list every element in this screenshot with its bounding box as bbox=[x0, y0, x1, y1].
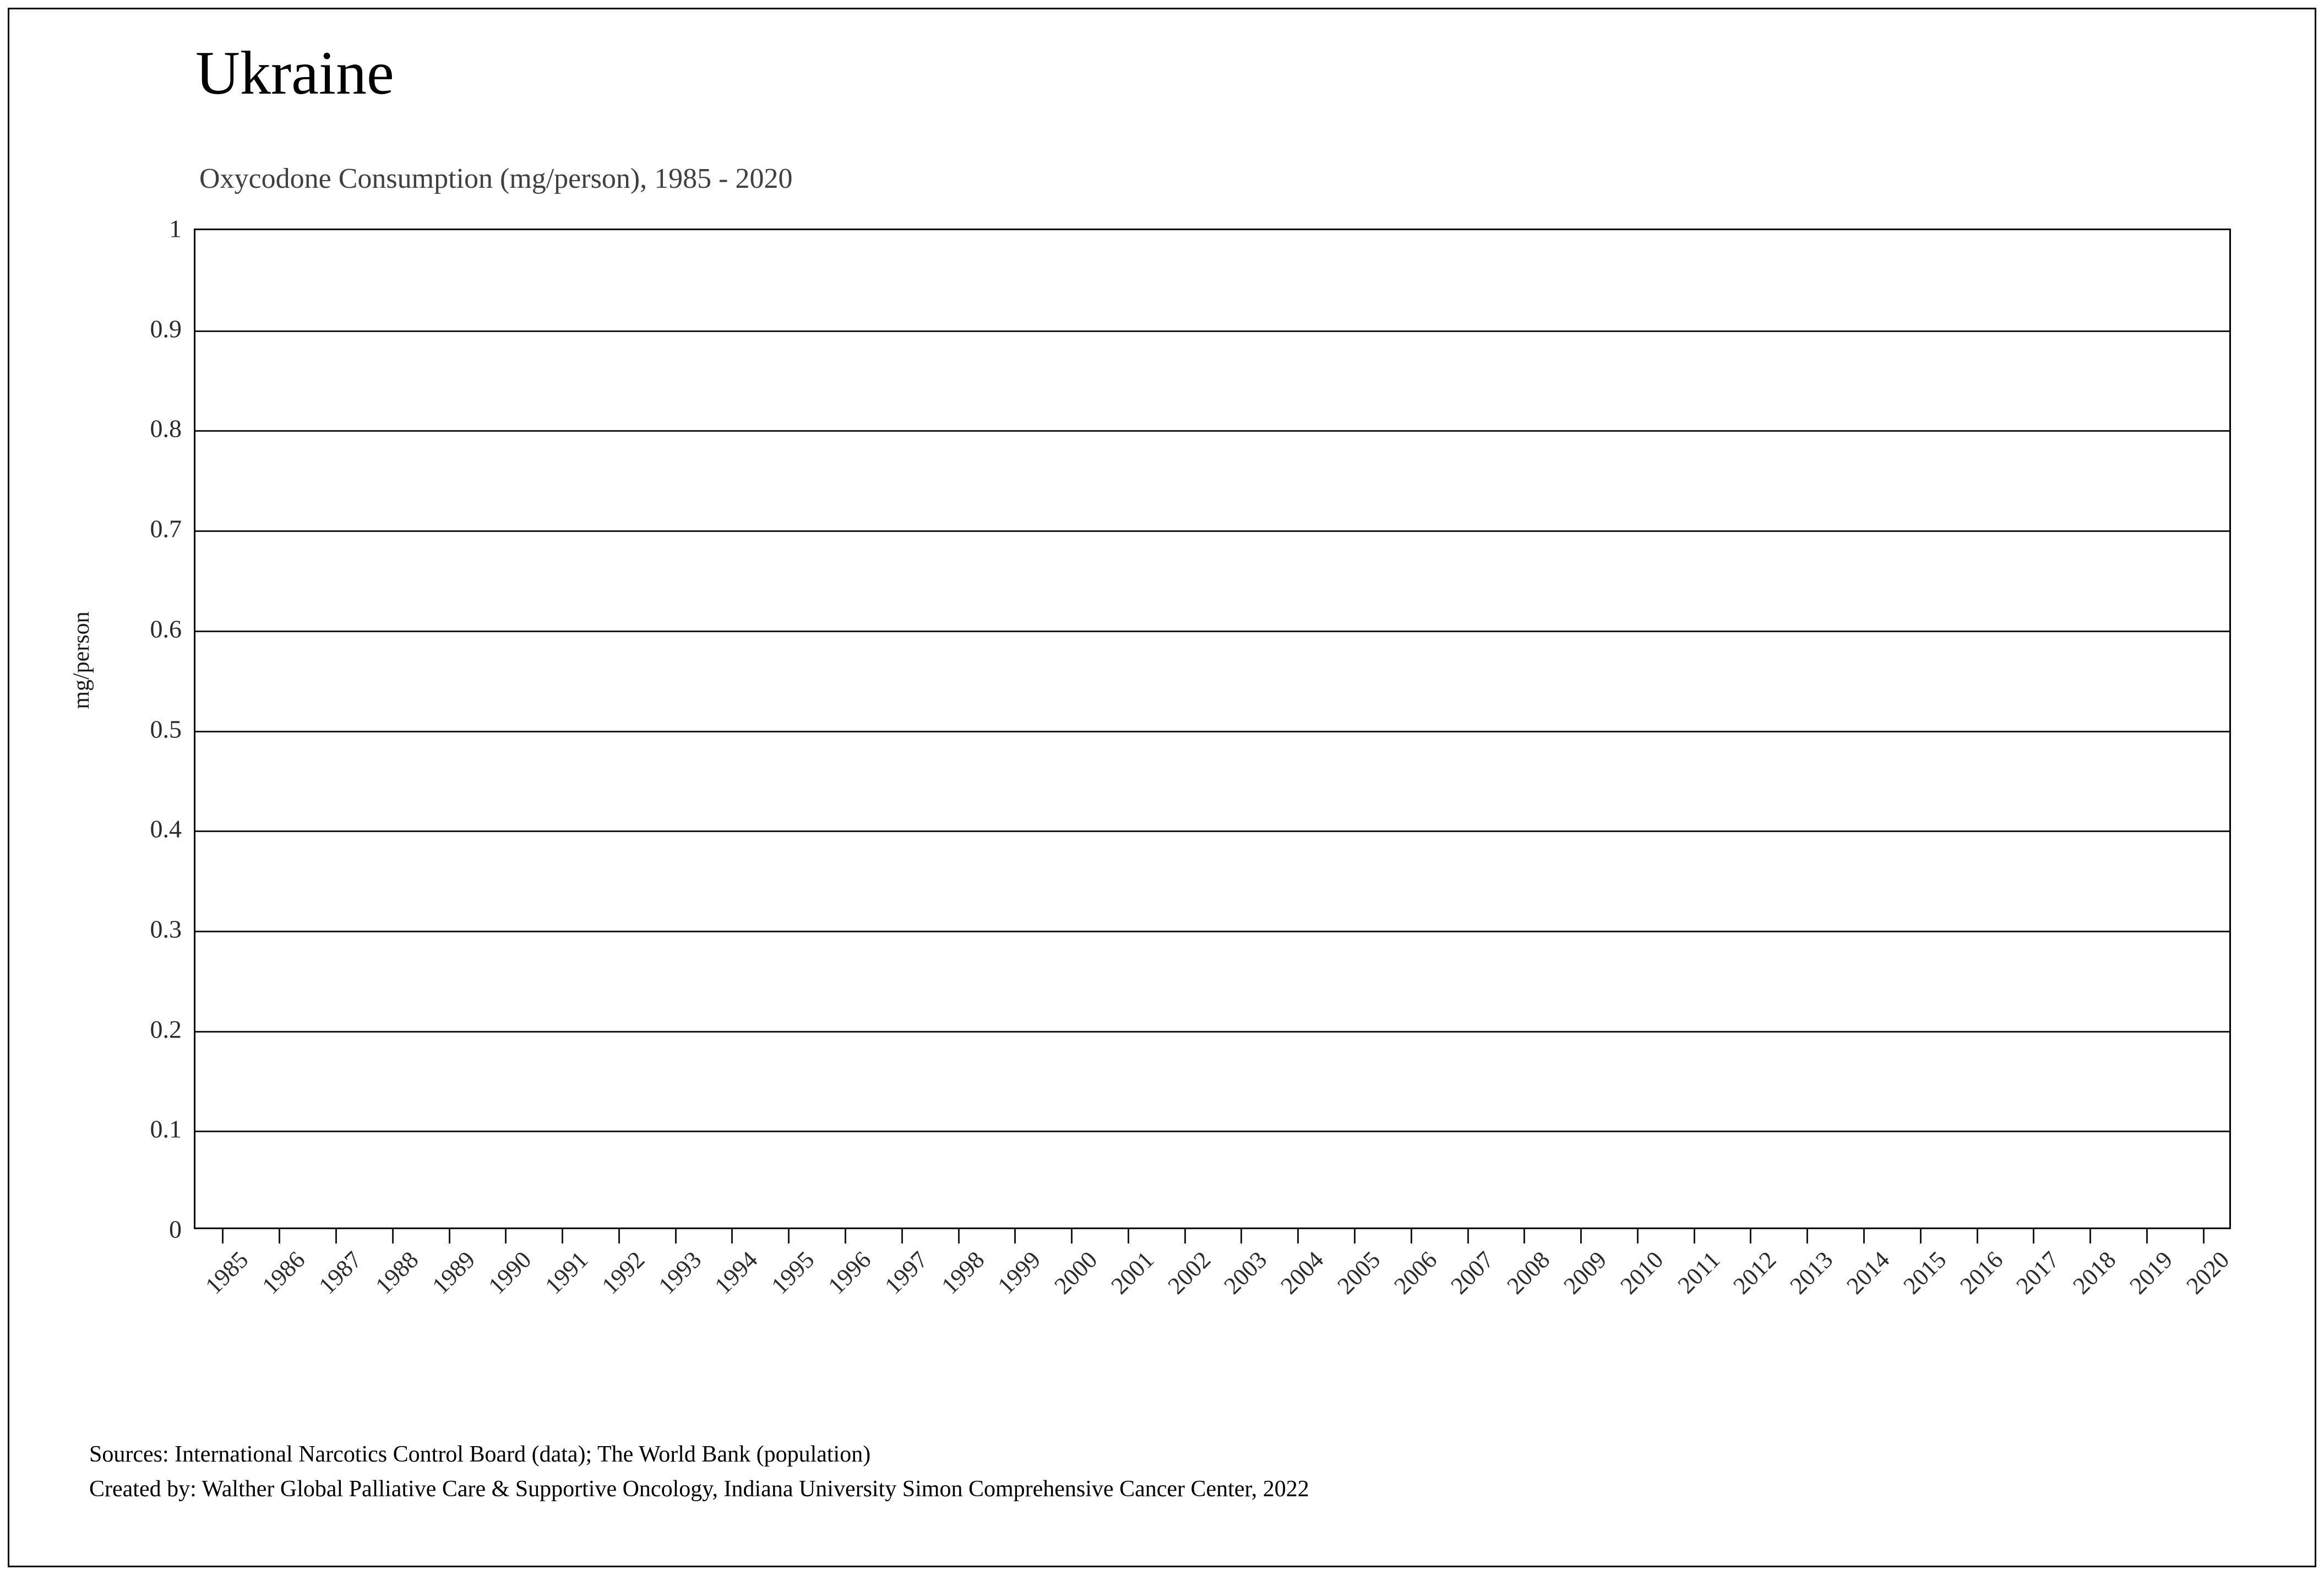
chart-footer bbox=[89, 1437, 1309, 1507]
x-axis-tick bbox=[1920, 1229, 1922, 1243]
y-axis-tick-label: 0.3 bbox=[150, 915, 182, 943]
x-axis-tick-label: 1986 bbox=[257, 1246, 311, 1300]
plot-area bbox=[194, 229, 2231, 1229]
x-axis-tick-label: 1994 bbox=[709, 1246, 763, 1300]
x-axis-tick-label: 2003 bbox=[1218, 1246, 1272, 1300]
x-axis-tick bbox=[2146, 1229, 2148, 1243]
x-axis-tick-label: 1996 bbox=[823, 1246, 877, 1300]
x-axis-tick-label: 1999 bbox=[992, 1246, 1046, 1300]
x-axis-tick bbox=[2203, 1229, 2205, 1243]
y-axis-tick-label: 0 bbox=[169, 1215, 182, 1243]
x-axis-tick-label: 2001 bbox=[1106, 1246, 1160, 1300]
x-axis-tick-label: 1987 bbox=[313, 1246, 367, 1300]
x-axis-tick-label: 2015 bbox=[1898, 1246, 1952, 1300]
x-axis-tick-labels bbox=[194, 1246, 2234, 1389]
x-axis-tick bbox=[1411, 1229, 1412, 1243]
x-axis-tick bbox=[505, 1229, 507, 1243]
x-axis-tick-label: 2019 bbox=[2124, 1246, 2178, 1300]
y-axis-tick-label: 0.2 bbox=[150, 1015, 182, 1044]
x-axis-tick bbox=[279, 1229, 280, 1243]
footer-sources: Sources: International Narcotics Control Board (data); The World Bank (population) bbox=[89, 1442, 871, 1467]
x-axis-tick bbox=[731, 1229, 733, 1243]
x-axis-tick bbox=[1694, 1229, 1695, 1243]
x-axis-tick-label: 2010 bbox=[1615, 1246, 1669, 1300]
x-axis-tick bbox=[1240, 1229, 1242, 1243]
y-axis-tick-label: 0.9 bbox=[150, 314, 182, 343]
x-axis-tick bbox=[1354, 1229, 1356, 1243]
x-axis-tick-label: 1988 bbox=[370, 1246, 424, 1300]
x-axis-tick bbox=[1580, 1229, 1582, 1243]
x-axis-tick-label: 2014 bbox=[1841, 1246, 1895, 1300]
x-axis-tick bbox=[1297, 1229, 1299, 1243]
x-axis-tick bbox=[562, 1229, 563, 1243]
x-axis-tick bbox=[1128, 1229, 1129, 1243]
x-axis-tick bbox=[901, 1229, 903, 1243]
x-axis-tick-label: 2000 bbox=[1049, 1246, 1103, 1300]
chart-subtitle: Oxycodone Consumption (mg/person), 1985 - 2020 bbox=[199, 163, 793, 194]
page-title: Ukraine bbox=[195, 39, 394, 107]
x-axis-tick bbox=[335, 1229, 337, 1243]
x-axis-tick-label: 2017 bbox=[2011, 1246, 2065, 1300]
x-axis-tick bbox=[1071, 1229, 1073, 1243]
x-axis-tick-label: 1989 bbox=[426, 1246, 480, 1300]
x-axis-tick-label: 2004 bbox=[1275, 1246, 1329, 1300]
x-axis-tick-label: 2007 bbox=[1445, 1246, 1499, 1300]
x-axis-tick bbox=[1184, 1229, 1186, 1243]
x-axis-tick bbox=[1467, 1229, 1469, 1243]
x-axis-tick-label: 1985 bbox=[200, 1246, 254, 1300]
footer-created-by: Created by: Walther Global Palliative Care & Supportive Oncology, Indiana University Simon Comprehensive Cancer Center, 2022 bbox=[89, 1476, 1309, 1502]
x-axis-tick bbox=[2089, 1229, 2091, 1243]
y-axis-title: mg/person bbox=[69, 611, 94, 709]
x-axis-ticks bbox=[194, 1229, 2231, 1246]
x-axis-tick bbox=[1014, 1229, 1016, 1243]
x-axis-tick bbox=[788, 1229, 790, 1243]
x-axis-tick-label: 2012 bbox=[1728, 1246, 1782, 1300]
x-axis-tick-label: 1998 bbox=[935, 1246, 989, 1300]
x-axis-tick bbox=[449, 1229, 450, 1243]
x-axis-tick-label: 2006 bbox=[1389, 1246, 1443, 1300]
x-axis-tick bbox=[1806, 1229, 1808, 1243]
x-axis-tick-label: 2005 bbox=[1332, 1246, 1386, 1300]
x-axis-tick bbox=[1977, 1229, 1978, 1243]
x-axis-tick bbox=[222, 1229, 224, 1243]
x-axis-tick-label: 1993 bbox=[653, 1246, 706, 1300]
x-axis-tick bbox=[1523, 1229, 1525, 1243]
x-axis-tick bbox=[845, 1229, 846, 1243]
y-axis-tick-label: 0.6 bbox=[150, 615, 182, 643]
x-axis-tick-label: 2013 bbox=[1784, 1246, 1838, 1300]
y-axis-tick-label: 0.4 bbox=[150, 814, 182, 843]
x-axis-tick-label: 1997 bbox=[879, 1246, 933, 1300]
x-axis-tick-label: 1990 bbox=[483, 1246, 537, 1300]
x-axis-tick-label: 2016 bbox=[1954, 1246, 2008, 1300]
x-axis-tick-label: 2011 bbox=[1672, 1246, 1725, 1299]
y-axis-tick-label: 0.7 bbox=[150, 514, 182, 543]
y-axis-tick-label: 0.1 bbox=[150, 1115, 182, 1143]
x-axis-tick-label: 1992 bbox=[596, 1246, 650, 1300]
y-axis-tick-label: 1 bbox=[169, 214, 182, 243]
y-axis-tick-label: 0.5 bbox=[150, 715, 182, 743]
x-axis-tick bbox=[392, 1229, 394, 1243]
x-axis-tick-label: 2018 bbox=[2067, 1246, 2121, 1300]
x-axis-tick bbox=[2033, 1229, 2034, 1243]
x-axis-tick bbox=[1863, 1229, 1865, 1243]
x-axis-tick bbox=[1750, 1229, 1751, 1243]
x-axis-tick bbox=[675, 1229, 677, 1243]
x-axis-tick-label: 2002 bbox=[1162, 1246, 1216, 1300]
x-axis-tick-label: 2009 bbox=[1558, 1246, 1612, 1300]
y-axis-tick-label: 0.8 bbox=[150, 414, 182, 443]
x-axis-tick-label: 1995 bbox=[766, 1246, 820, 1300]
x-axis-tick bbox=[958, 1229, 960, 1243]
x-axis-tick-label: 1991 bbox=[540, 1246, 594, 1300]
series-layer bbox=[195, 230, 2233, 1231]
x-axis-tick bbox=[618, 1229, 620, 1243]
x-axis-tick-label: 2008 bbox=[1501, 1246, 1555, 1300]
x-axis-tick bbox=[1637, 1229, 1639, 1243]
x-axis-tick-label: 2020 bbox=[2181, 1246, 2234, 1300]
